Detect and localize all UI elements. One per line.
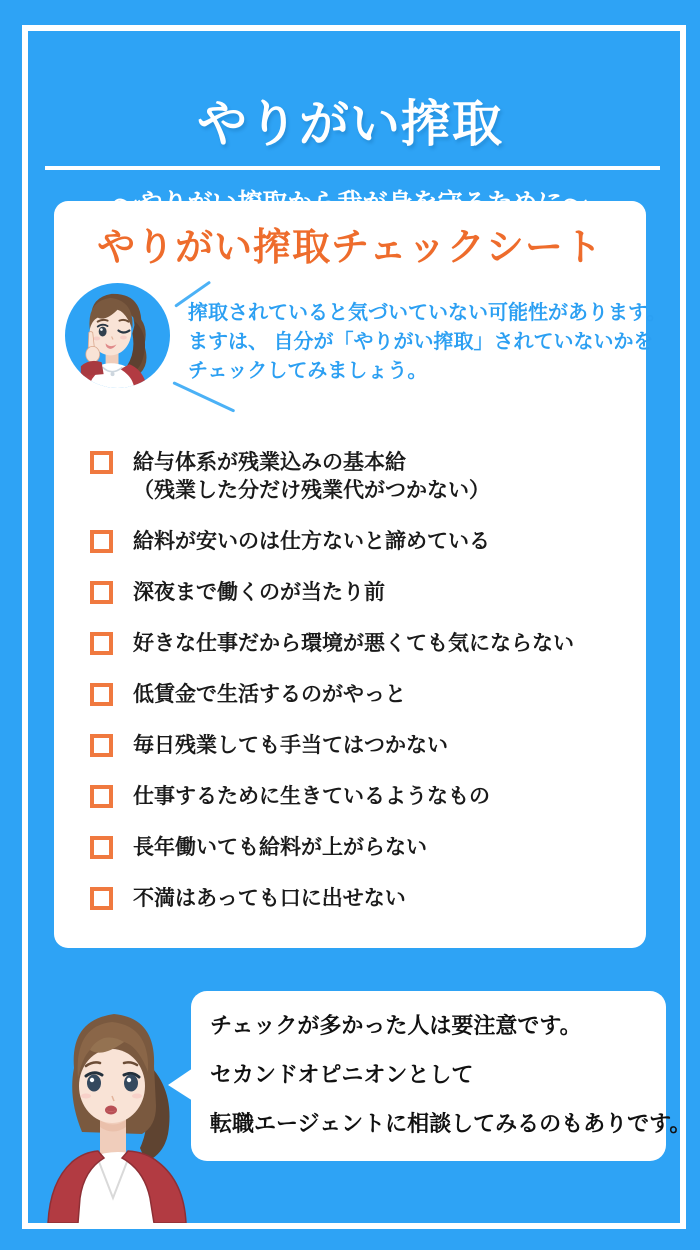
checksheet-heading: やりがい搾取チェックシート [97,227,603,269]
checkbox[interactable] [90,451,113,474]
checklist-item-label: 給与体系が残業込みの基本給 （残業した分だけ残業代がつかない） [133,451,490,502]
checklist-item [90,783,630,811]
advice-speech-bubble [191,991,692,1161]
intro-line-2: ますは、 自分が「やりがい搾取」されていないかを [188,331,654,353]
checkbox[interactable] [90,581,113,604]
checklist-item [90,449,630,505]
page-title: やりがい搾取 [197,96,503,152]
checklist [90,449,630,936]
speech-accent-lower [172,381,235,412]
checklist-item [90,885,630,913]
title-divider [45,166,660,170]
checklist-item-label: 給料が安いのは仕方ないと諦めている [133,530,490,553]
checkbox[interactable] [90,530,113,553]
checkbox[interactable] [90,632,113,655]
checkbox[interactable] [90,734,113,757]
speech-bubble-tail [168,1068,193,1101]
advice-line-2: セカンドオピニオンとして [210,1062,474,1087]
intro-line-3: チェックしてみましょう。 [188,360,428,382]
checkbox[interactable] [90,836,113,859]
intro-line-1: 搾取されていると気づいていない可能性があります。 [188,302,667,324]
checksheet-card [54,201,667,948]
advice-line-3: 転職エージェントに相談してみるのもありです。 [210,1111,692,1136]
checklist-item-label: 深夜まで働くのが当たり前 [133,581,385,604]
checklist-item-label: 仕事するために生きているようなもの [133,785,490,808]
checklist-item [90,630,630,658]
checklist-item-label: 長年働いても給料が上がらない [133,836,427,859]
checklist-item-label: 毎日残業しても手当てはつかない [133,734,448,757]
checklist-item [90,834,630,862]
winking-woman-avatar-icon [64,282,171,389]
checklist-item [90,528,630,556]
checklist-item [90,681,630,709]
worried-woman-illustration [38,1002,198,1223]
checklist-item-label: 好きな仕事だから環境が悪くても気にならない [133,632,574,655]
checkbox[interactable] [90,683,113,706]
checklist-item-label: 低賃金で生活するのがやっと [133,683,406,706]
checklist-item-label: 不満はあっても口に出せない [133,887,406,910]
advice-line-1: チェックが多かった人は要注意です。 [210,1013,582,1038]
checkbox[interactable] [90,785,113,808]
checklist-item [90,732,630,760]
checklist-item [90,579,630,607]
checkbox[interactable] [90,887,113,910]
